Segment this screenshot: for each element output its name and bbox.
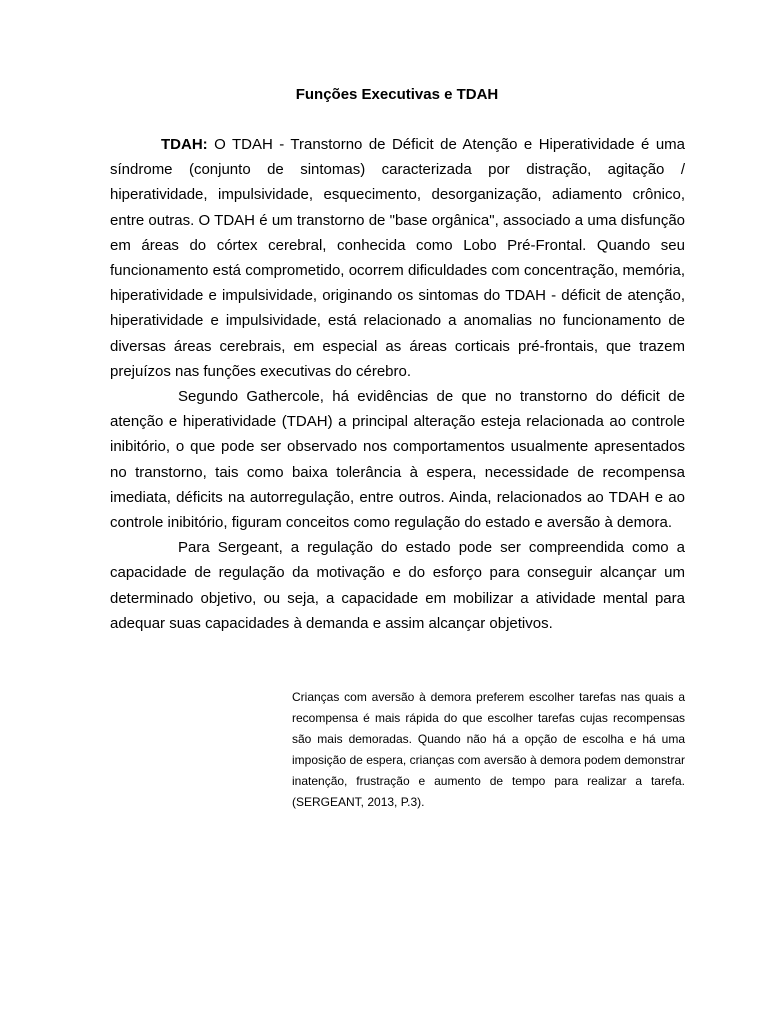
paragraph-tdah <box>110 132 685 384</box>
paragraph-gathercole: Segundo Gathercole, há evidências de que no transtorno do déficit de atenção e hiperatividade (TDAH) a principal alteração esteja relacionada ao controle inibitório, o que pode ser observado nos comportamentos usualmente apresentados no transtorno, tais como baixa tolerância à espera, necessidade de recompensa imediata, déficits na autorregulação, entre outros. Ainda, relacionados ao TDAH e ao controle inibitório, figuram conceitos como regulação do estado e aversão à demora. <box>110 388 685 532</box>
block-quote: Crianças com aversão à demora preferem escolher tarefas nas quais a recompensa é mais rápida do que escolher tarefas cujas recompensas são mais demoradas. Quando não há a opção de escolha e há uma imposição de espera, crianças com aversão à demora podem demonstrar inatenção, frustração e aumento de tempo para realizar a tarefa. (SERGEANT, 2013, P.3). <box>292 690 685 809</box>
document-title: Funções Executivas e TDAH <box>295 86 499 103</box>
document-body <box>110 132 685 636</box>
paragraph-label: TDAH: <box>161 136 208 153</box>
paragraph-sergeant: Para Sergeant, a regulação do estado pode ser compreendida como a capacidade de regulação da motivação e do esforço para conseguir alcançar um determinado objetivo, ou seja, a capacidade em mobilizar a atividade mental para adequar suas capacidades à demanda e assim alcançar objetivos. <box>110 539 685 632</box>
paragraph-text: O TDAH - Transtorno de Déficit de Atenção e Hiperatividade é uma síndrome (conjunto de sintomas) caracterizada por distração, agitação / hiperatividade, impulsividade, esquecimento, desorganização, adiamento crônico, entre outras. O TDAH é um transtorno de "base orgânica", associado a uma disfunção em áreas do córtex cerebral, conhecida como Lobo Pré-Frontal. Quando seu funcionamento está comprometido, ocorrem dificuldades com concentração, memória, hiperatividade e impulsividade, originando os sintomas do TDAH - déficit de atenção, hiperatividade e impulsividade, está relacionado a anomalias no funcionamento de diversas áreas cerebrais, em especial as áreas corticais pré-frontais, que trazem prejuízos nas funções executivas do cérebro. <box>110 136 685 380</box>
